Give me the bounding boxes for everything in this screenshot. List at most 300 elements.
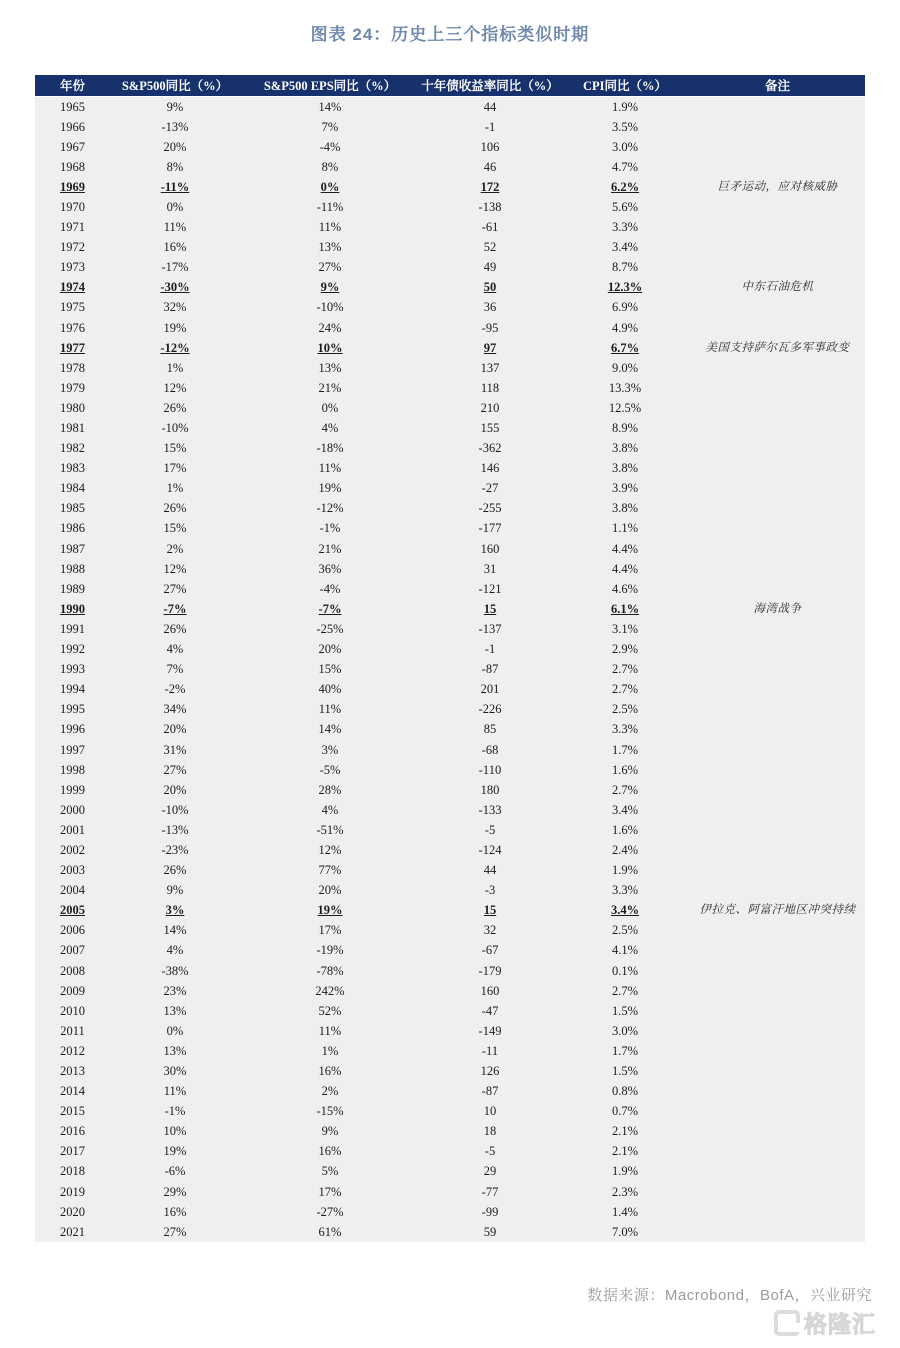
cell-cpi-yoy: 6.2%	[610, 179, 640, 194]
cell-eps-yoy: 9%	[320, 280, 340, 295]
cell-bond-yield-yoy: -68	[481, 742, 499, 757]
cell-year: 1989	[60, 581, 85, 596]
cell-sp500-yoy: 11%	[163, 1084, 187, 1099]
cell-sp500-yoy: 7%	[166, 662, 184, 677]
cell-cpi-yoy: 2.7%	[611, 662, 639, 677]
cell-bond-yield-yoy: -138	[478, 199, 502, 214]
cell-year: 2003	[60, 863, 85, 878]
table-row	[35, 1001, 865, 1021]
cell-eps-yoy: -11%	[316, 199, 344, 214]
cell-bond-yield-yoy: 10	[483, 1104, 497, 1119]
cell-sp500-yoy: 26%	[163, 400, 187, 415]
cell-eps-yoy: 15%	[318, 662, 342, 677]
cell-sp500-yoy: 4%	[166, 642, 184, 657]
cell-sp500-yoy: -10%	[161, 421, 189, 435]
cell-note	[690, 1081, 865, 1101]
cell-bond-yield-yoy: 160	[480, 983, 500, 998]
table-row	[35, 1021, 865, 1041]
cell-note	[690, 1061, 865, 1081]
cell-note	[690, 318, 865, 338]
cell-sp500-yoy: 1%	[166, 360, 184, 375]
cell-note	[690, 1001, 865, 1021]
cell-sp500-yoy: 0%	[166, 199, 184, 214]
cell-sp500-yoy: 20%	[163, 782, 187, 797]
cell-cpi-yoy: 3.8%	[611, 501, 639, 516]
cell-eps-yoy: 61%	[318, 1224, 342, 1239]
cell-note: 巨矛运动，应对核威胁	[717, 180, 838, 193]
cell-eps-yoy: 40%	[318, 682, 342, 697]
cell-year: 1985	[60, 501, 85, 516]
cell-year: 1974	[60, 280, 85, 295]
cell-sp500-yoy: 1%	[166, 481, 184, 496]
cell-eps-yoy: 27%	[318, 260, 342, 275]
cell-note	[690, 699, 865, 719]
cell-year: 2011	[60, 1023, 85, 1038]
cell-bond-yield-yoy: -110	[478, 762, 502, 777]
cell-sp500-yoy: -1%	[164, 1104, 186, 1119]
cell-bond-yield-yoy: 52	[483, 240, 497, 255]
cell-eps-yoy: 16%	[318, 1064, 342, 1078]
table-row	[35, 940, 865, 960]
cell-year: 1967	[60, 139, 85, 154]
cell-year: 1976	[60, 320, 85, 335]
cell-bond-yield-yoy: 59	[483, 1224, 497, 1239]
table-row	[35, 619, 865, 639]
cell-sp500-yoy: 10%	[163, 1124, 187, 1139]
cell-bond-yield-yoy: 97	[483, 340, 497, 355]
table-row	[35, 961, 865, 981]
cell-year: 1978	[60, 360, 85, 375]
cell-cpi-yoy: 0.1%	[611, 963, 639, 978]
cell-note	[690, 820, 865, 840]
cell-cpi-yoy: 1.6%	[611, 762, 639, 777]
cell-cpi-yoy: 3.4%	[610, 903, 640, 918]
cell-sp500-yoy: 30%	[163, 1064, 187, 1078]
cell-eps-yoy: 19%	[318, 481, 342, 496]
table-row	[35, 740, 865, 760]
cell-bond-yield-yoy: 160	[480, 541, 500, 556]
table-row	[35, 318, 865, 338]
cell-bond-yield-yoy: -77	[481, 1184, 499, 1199]
cell-note	[690, 518, 865, 538]
table-row	[35, 1041, 865, 1061]
cell-eps-yoy: 9%	[321, 1124, 339, 1139]
column-header-note: 备注	[690, 75, 865, 96]
cell-year: 1980	[60, 400, 85, 415]
cell-year: 1972	[60, 240, 85, 255]
cell-bond-yield-yoy: -362	[478, 441, 502, 456]
cell-sp500-yoy: 31%	[163, 742, 187, 757]
cell-year: 1969	[60, 179, 85, 194]
cell-note	[690, 1202, 865, 1222]
cell-note	[690, 1121, 865, 1141]
cell-sp500-yoy: 9%	[166, 99, 184, 114]
cell-bond-yield-yoy: -27	[481, 481, 499, 496]
cell-sp500-yoy: 26%	[163, 501, 187, 516]
cell-eps-yoy: 0%	[321, 400, 339, 415]
cell-note	[690, 237, 865, 257]
cell-bond-yield-yoy: -87	[481, 1084, 499, 1099]
table-row	[35, 699, 865, 719]
table-row	[35, 177, 865, 197]
cell-cpi-yoy: 8.7%	[611, 260, 639, 275]
cell-eps-yoy: 24%	[318, 320, 342, 335]
cell-bond-yield-yoy: -149	[478, 1023, 502, 1038]
cell-cpi-yoy: 3.1%	[611, 621, 639, 636]
cell-note	[690, 961, 865, 981]
cell-eps-yoy: -78%	[316, 963, 344, 978]
cell-sp500-yoy: 27%	[163, 1224, 187, 1239]
cell-sp500-yoy: 29%	[163, 1184, 187, 1199]
cell-bond-yield-yoy: 44	[483, 99, 497, 114]
cell-eps-yoy: -51%	[316, 822, 344, 837]
cell-bond-yield-yoy: 210	[480, 400, 500, 415]
cell-sp500-yoy: 15%	[163, 441, 187, 456]
cell-cpi-yoy: 0.8%	[611, 1084, 639, 1099]
table-row	[35, 157, 865, 177]
cell-eps-yoy: 36%	[318, 561, 342, 576]
cell-bond-yield-yoy: 49	[483, 260, 497, 275]
cell-bond-yield-yoy: -11	[481, 1043, 499, 1058]
cell-year: 2017	[60, 1144, 85, 1159]
cell-eps-yoy: 11%	[318, 702, 342, 717]
table-row	[35, 358, 865, 378]
cell-bond-yield-yoy: -99	[481, 1204, 499, 1219]
table-row	[35, 338, 865, 358]
cell-year: 2020	[60, 1204, 85, 1219]
cell-eps-yoy: -4%	[319, 581, 341, 596]
cell-year: 2008	[60, 963, 85, 978]
cell-year: 1968	[60, 159, 85, 174]
cell-year: 1977	[60, 340, 85, 355]
cell-note	[690, 940, 865, 960]
cell-cpi-yoy: 1.9%	[611, 1164, 639, 1179]
cell-sp500-yoy: 16%	[163, 240, 187, 255]
table-row	[35, 639, 865, 659]
cell-bond-yield-yoy: 85	[483, 722, 497, 737]
cell-year: 1995	[60, 702, 85, 717]
cell-cpi-yoy: 4.4%	[611, 541, 639, 556]
cell-note	[690, 719, 865, 739]
cell-sp500-yoy: 20%	[163, 139, 187, 154]
cell-cpi-yoy: 2.1%	[611, 1124, 639, 1139]
cell-cpi-yoy: 1.6%	[611, 822, 639, 837]
cell-year: 1988	[60, 561, 85, 576]
cell-sp500-yoy: 34%	[163, 702, 187, 717]
cell-sp500-yoy: 3%	[165, 903, 185, 918]
cell-eps-yoy: 21%	[318, 541, 342, 556]
table-row	[35, 96, 865, 117]
history-table-container	[35, 75, 865, 1242]
cell-note	[690, 358, 865, 378]
table-row	[35, 418, 865, 438]
table-header-row	[35, 75, 865, 96]
cell-eps-yoy: 52%	[318, 1003, 342, 1018]
cell-cpi-yoy: 4.7%	[611, 159, 639, 174]
table-row	[35, 920, 865, 940]
cell-cpi-yoy: 2.4%	[611, 842, 639, 857]
cell-eps-yoy: -4%	[319, 139, 341, 154]
cell-cpi-yoy: 6.7%	[610, 340, 640, 355]
cell-bond-yield-yoy: -124	[478, 842, 502, 857]
cell-bond-yield-yoy: -121	[478, 581, 502, 596]
cell-eps-yoy: 20%	[318, 883, 342, 898]
cell-sp500-yoy: 13%	[163, 1003, 187, 1018]
cell-bond-yield-yoy: 126	[480, 1064, 500, 1078]
cell-bond-yield-yoy: -95	[481, 320, 499, 335]
cell-eps-yoy: -18%	[316, 441, 344, 456]
cell-note	[690, 559, 865, 579]
cell-note	[690, 378, 865, 398]
cell-eps-yoy: 10%	[317, 340, 343, 355]
table-row	[35, 900, 865, 920]
cell-year: 2018	[60, 1164, 85, 1179]
column-header-year: 年份	[35, 75, 110, 96]
cell-eps-yoy: 5%	[321, 1164, 339, 1179]
table-row	[35, 1202, 865, 1222]
table-row	[35, 1101, 865, 1121]
cell-bond-yield-yoy: -133	[478, 802, 502, 817]
cell-eps-yoy: 21%	[318, 380, 342, 395]
gelonghui-watermark	[774, 1306, 876, 1339]
cell-sp500-yoy: 9%	[166, 883, 184, 898]
cell-year: 2014	[60, 1084, 85, 1099]
cell-sp500-yoy: 19%	[163, 1144, 187, 1159]
cell-bond-yield-yoy: -47	[481, 1003, 499, 1018]
table-row	[35, 780, 865, 800]
cell-note	[690, 96, 865, 117]
cell-sp500-yoy: -30%	[160, 280, 190, 295]
cell-cpi-yoy: 8.9%	[611, 421, 639, 435]
cell-year: 1992	[60, 642, 85, 657]
cell-cpi-yoy: 4.9%	[611, 320, 639, 335]
cell-cpi-yoy: 1.7%	[611, 742, 639, 757]
cell-cpi-yoy: 12.3%	[607, 280, 643, 295]
cell-sp500-yoy: -2%	[164, 682, 186, 697]
cell-sp500-yoy: 26%	[163, 863, 187, 878]
cell-bond-yield-yoy: -255	[478, 501, 502, 516]
column-header-cpi-yoy: CPI同比（%）	[560, 75, 690, 96]
cell-note	[690, 619, 865, 639]
cell-eps-yoy: 7%	[321, 119, 339, 134]
cell-note	[690, 800, 865, 820]
data-source-note: 数据来源：Macrobond，BofA，兴业研究	[587, 1287, 872, 1304]
table-row	[35, 398, 865, 418]
cell-sp500-yoy: 12%	[163, 380, 187, 395]
cell-year: 2004	[60, 883, 85, 898]
cell-note	[690, 679, 865, 699]
cell-note	[690, 117, 865, 137]
table-row	[35, 760, 865, 780]
cell-cpi-yoy: 0.7%	[611, 1104, 639, 1119]
cell-cpi-yoy: 6.9%	[611, 300, 639, 315]
cell-sp500-yoy: 0%	[166, 1023, 184, 1038]
cell-sp500-yoy: -13%	[161, 119, 189, 134]
cell-eps-yoy: 8%	[321, 159, 339, 174]
cell-note	[690, 438, 865, 458]
cell-eps-yoy: 28%	[318, 782, 342, 797]
cell-eps-yoy: 3%	[321, 742, 339, 757]
cell-eps-yoy: 1%	[321, 1043, 339, 1058]
cell-sp500-yoy: -38%	[161, 963, 189, 978]
cell-note	[690, 920, 865, 940]
cell-eps-yoy: 13%	[318, 240, 342, 255]
cell-cpi-yoy: 13.3%	[608, 380, 642, 395]
cell-note	[690, 418, 865, 438]
cell-note	[690, 458, 865, 478]
cell-bond-yield-yoy: -5	[484, 822, 496, 837]
cell-cpi-yoy: 2.3%	[611, 1184, 639, 1199]
cell-bond-yield-yoy: 29	[483, 1164, 497, 1179]
cell-year: 1984	[60, 481, 85, 496]
cell-eps-yoy: 11%	[318, 220, 342, 235]
cell-cpi-yoy: 3.5%	[611, 119, 639, 134]
cell-eps-yoy: -10%	[316, 300, 344, 315]
cell-cpi-yoy: 6.1%	[610, 601, 640, 616]
cell-eps-yoy: 14%	[318, 99, 342, 114]
table-row	[35, 438, 865, 458]
cell-cpi-yoy: 1.7%	[611, 1043, 639, 1058]
column-header-eps-yoy: S&P500 EPS同比（%）	[240, 75, 420, 96]
cell-note: 美国支持萨尔瓦多军事政变	[705, 341, 850, 354]
cell-cpi-yoy: 1.4%	[611, 1204, 639, 1219]
cell-bond-yield-yoy: -1	[484, 119, 496, 134]
cell-note	[690, 539, 865, 559]
cell-eps-yoy: -5%	[319, 762, 341, 777]
table-row	[35, 880, 865, 900]
cell-year: 2005	[60, 903, 85, 918]
cell-eps-yoy: 11%	[318, 1023, 342, 1038]
cell-cpi-yoy: 12.5%	[608, 400, 642, 415]
figure-title: 图表 24：历史上三个指标类似时期	[310, 25, 590, 44]
cell-note	[690, 1021, 865, 1041]
cell-note	[690, 398, 865, 418]
cell-eps-yoy: 17%	[318, 923, 342, 938]
table-row	[35, 297, 865, 317]
cell-sp500-yoy: 2%	[166, 541, 184, 556]
cell-year: 1998	[60, 762, 85, 777]
cell-year: 2006	[60, 923, 85, 938]
cell-year: 1979	[60, 380, 85, 395]
cell-bond-yield-yoy: -5	[484, 1144, 496, 1159]
cell-note	[690, 257, 865, 277]
cell-year: 2001	[60, 822, 85, 837]
cell-sp500-yoy: 27%	[163, 581, 187, 596]
table-row	[35, 458, 865, 478]
cell-note	[690, 740, 865, 760]
cell-year: 1997	[60, 742, 85, 757]
cell-cpi-yoy: 2.7%	[611, 682, 639, 697]
cell-year: 1994	[60, 682, 85, 697]
cell-cpi-yoy: 3.3%	[611, 883, 639, 898]
table-row	[35, 257, 865, 277]
cell-note	[690, 1101, 865, 1121]
cell-cpi-yoy: 2.5%	[611, 923, 639, 938]
cell-year: 1983	[60, 461, 85, 476]
cell-sp500-yoy: 11%	[163, 220, 187, 235]
cell-cpi-yoy: 3.3%	[611, 220, 639, 235]
cell-cpi-yoy: 1.5%	[611, 1064, 639, 1078]
cell-sp500-yoy: 12%	[163, 561, 187, 576]
cell-year: 1991	[60, 621, 85, 636]
cell-sp500-yoy: 14%	[163, 923, 187, 938]
column-header-bond-yoy: 十年债收益率同比（%）	[420, 75, 560, 96]
cell-bond-yield-yoy: -177	[478, 521, 502, 536]
cell-bond-yield-yoy: 36	[483, 300, 497, 315]
cell-bond-yield-yoy: -61	[481, 220, 499, 235]
cell-bond-yield-yoy: 172	[480, 179, 500, 194]
cell-note	[690, 197, 865, 217]
cell-year: 2009	[60, 983, 85, 998]
cell-year: 2010	[60, 1003, 85, 1018]
cell-sp500-yoy: 23%	[163, 983, 187, 998]
cell-year: 2000	[60, 802, 85, 817]
cell-bond-yield-yoy: 50	[483, 280, 497, 295]
cell-year: 1999	[60, 782, 85, 797]
cell-sp500-yoy: -13%	[161, 822, 189, 837]
cell-eps-yoy: 4%	[321, 802, 339, 817]
cell-cpi-yoy: 3.8%	[611, 441, 639, 456]
cell-eps-yoy: 0%	[320, 179, 340, 194]
table-row	[35, 1061, 865, 1081]
cell-sp500-yoy: -17%	[161, 260, 189, 275]
cell-eps-yoy: 4%	[321, 421, 339, 435]
cell-eps-yoy: 16%	[318, 1144, 342, 1159]
cell-year: 2021	[60, 1224, 85, 1239]
cell-sp500-yoy: -11%	[160, 179, 190, 194]
cell-eps-yoy: -25%	[316, 621, 344, 636]
cell-note: 海湾战争	[753, 602, 802, 615]
table-row	[35, 378, 865, 398]
cell-year: 1986	[60, 521, 85, 536]
cell-bond-yield-yoy: 15	[483, 601, 497, 616]
cell-bond-yield-yoy: -1	[484, 642, 496, 657]
cell-cpi-yoy: 3.0%	[611, 139, 639, 154]
cell-note: 中东石油危机	[741, 281, 814, 294]
cell-note	[690, 217, 865, 237]
cell-bond-yield-yoy: 32	[483, 923, 497, 938]
cell-note	[690, 137, 865, 157]
cell-eps-yoy: -7%	[318, 601, 342, 616]
cell-eps-yoy: -15%	[316, 1104, 344, 1119]
cell-sp500-yoy: 16%	[163, 1204, 187, 1219]
cell-note	[690, 157, 865, 177]
cell-eps-yoy: -19%	[316, 943, 344, 958]
cell-note	[690, 880, 865, 900]
cell-note	[690, 498, 865, 518]
cell-bond-yield-yoy: 146	[480, 461, 500, 476]
cell-year: 2016	[60, 1124, 85, 1139]
cell-note	[690, 639, 865, 659]
cell-bond-yield-yoy: 180	[480, 782, 500, 797]
table-row	[35, 518, 865, 538]
cell-cpi-yoy: 2.7%	[611, 983, 639, 998]
cell-bond-yield-yoy: 31	[483, 561, 497, 576]
table-row	[35, 820, 865, 840]
cell-year: 1981	[60, 421, 85, 435]
table-row	[35, 679, 865, 699]
cell-cpi-yoy: 9.0%	[611, 360, 639, 375]
cell-bond-yield-yoy: -67	[481, 943, 499, 958]
cell-eps-yoy: 242%	[315, 983, 345, 998]
cell-year: 2019	[60, 1184, 85, 1199]
cell-eps-yoy: 19%	[317, 903, 343, 918]
cell-year: 2012	[60, 1043, 85, 1058]
table-row	[35, 1182, 865, 1202]
cell-note	[690, 760, 865, 780]
table-row	[35, 117, 865, 137]
cell-cpi-yoy: 4.4%	[611, 561, 639, 576]
